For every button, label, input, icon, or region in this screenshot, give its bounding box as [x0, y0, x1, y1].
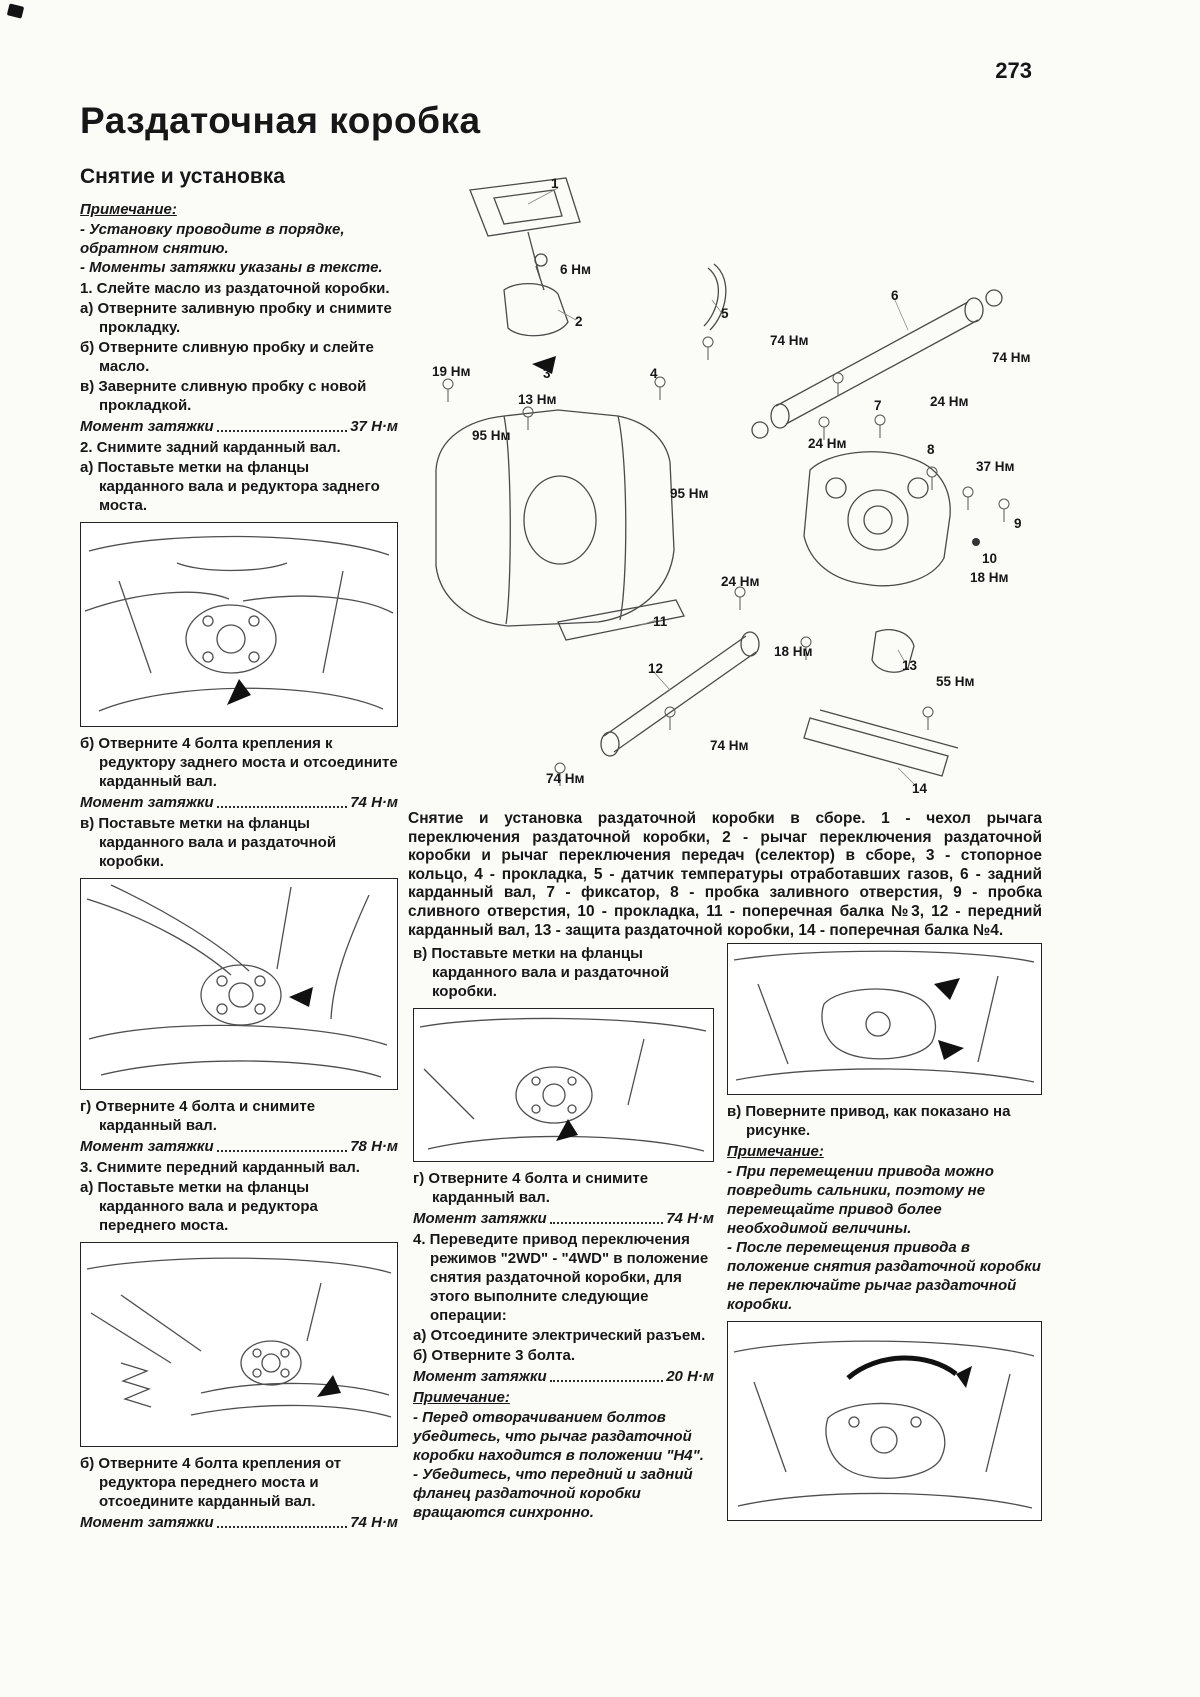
diagram-caption: Снятие и установка раздаточной коробки в сборе. 1 - чехол рычага переключения раздаточной коробки, 2 - рычаг переключения раздаточной коробки и рычаг переключения передач (селектор) в сборе, 3 - стопорное кольцо, 4 - прокладка, 5 - датчик температуры отработавших газов, 6 - задний карданный вал, 7 - фиксатор, 8 - пробка заливного отверстия, 9 - пробка сливного отверстия, 10 - прокладка, 11 - поперечная балка №3, 12 - передний карданный вал, 13 - защита раздаточной коробки, 14 - поперечная балка №4. [408, 810, 1042, 939]
figure-actuator-turn [727, 943, 1042, 1095]
note-item: - Перед отворачиванием болтов убедитесь, что рычаг раздаточной коробки находится в положении "Н4". [413, 1409, 704, 1464]
page-title: Раздаточная коробка [80, 100, 481, 141]
torque-label: Момент затяжки [413, 1368, 547, 1385]
part-number-label: 6 [891, 288, 899, 303]
torque-value: 74 Н·м [350, 1514, 398, 1531]
torque-label: 95 Нм [670, 486, 709, 501]
scan-artifact [7, 3, 24, 18]
step-4c: в) Поверните привод, как показано на рисунке. [727, 1103, 1011, 1139]
note-item: - При перемещении привода можно повредить сальники, поэтому не перемещайте привод более необходимой величины. [727, 1163, 994, 1237]
torque-label: 24 Нм [808, 436, 847, 451]
pointer-arrow-icon [317, 1375, 341, 1397]
note-item: - Убедитесь, что передний и задний фланец раздаточной коробки вращаются синхронно. [413, 1466, 693, 1521]
torque-spec [413, 1367, 714, 1386]
torque-label: 95 Нм [472, 428, 511, 443]
part-number-label: 4 [650, 366, 658, 381]
step-4: 4. Переведите привод переключения режимов "2WD" - "4WD" в положение снятия раздаточной коробки, для этого выполните следующие операции: [413, 1231, 709, 1324]
torque-label: 37 Нм [976, 459, 1015, 474]
figure-transfer-case-flange-marks [80, 878, 398, 1090]
step-3a: а) Поставьте метки на фланцы карданного вала и редуктора переднего моста. [80, 1179, 318, 1234]
torque-value: 74 Н·м [666, 1210, 714, 1227]
step-1: 1. Слейте масло из раздаточной коробки. [80, 280, 390, 297]
page-number: 273 [995, 58, 1032, 83]
exploded-diagram [408, 170, 1042, 806]
figure-actuator-position [727, 1321, 1042, 1521]
torque-spec [80, 417, 398, 436]
note-label: Примечание: [727, 1143, 824, 1160]
torque-label: Момент затяжки [80, 794, 214, 811]
torque-label: 19 Нм [432, 364, 471, 379]
step-3c: в) Поставьте метки на фланцы карданного вала и раздаточной коробки. [413, 945, 670, 1000]
step-3d: г) Отверните 4 болта и снимите карданный вал. [413, 1170, 649, 1206]
torque-label: 24 Нм [721, 574, 760, 589]
figure-rear-axle-flange-marks [80, 522, 398, 727]
torque-label: 18 Нм [774, 644, 813, 659]
torque-label: Момент затяжки [80, 1514, 214, 1531]
torque-spec [80, 793, 398, 812]
torque-label: 55 Нм [936, 674, 975, 689]
torque-label: 18 Нм [970, 570, 1009, 585]
torque-label: 74 Нм [992, 350, 1031, 365]
torque-label: 74 Нм [710, 738, 749, 753]
step-1c: в) Заверните сливную пробку с новой прокладкой. [80, 378, 367, 414]
part-number-label: 1 [551, 176, 559, 191]
torque-value: 74 Н·м [350, 794, 398, 811]
torque-spec [80, 1513, 398, 1532]
step-3b: б) Отверните 4 болта крепления от редуктора переднего моста и отсоедините карданный вал. [80, 1455, 342, 1510]
torque-label: Момент затяжки [80, 418, 214, 435]
step-3: 3. Снимите передний карданный вал. [80, 1159, 360, 1176]
pointer-arrow-icon [934, 978, 960, 1000]
dotted-leader [550, 1380, 664, 1382]
step-2: 2. Снимите задний карданный вал. [80, 439, 341, 456]
step-2a: а) Поставьте метки на фланцы карданного вала и редуктора заднего моста. [80, 459, 380, 514]
torque-label: Момент затяжки [80, 1138, 214, 1155]
curved-arrow-icon [956, 1366, 972, 1388]
dotted-leader [217, 1150, 348, 1152]
torque-label: 74 Нм [546, 771, 585, 786]
part-number-label: 13 [902, 658, 918, 673]
figure-front-axle-flange-marks [80, 1242, 398, 1447]
part-number-label: 9 [1014, 516, 1022, 531]
note-item: - После перемещения привода в положение снятия раздаточной коробки не переключайте рычаг раздаточной коробки. [727, 1239, 1041, 1313]
pointer-arrow-icon [227, 679, 251, 705]
step-2c: в) Поставьте метки на фланцы карданного вала и раздаточной коробки. [80, 815, 337, 870]
figure-front-shaft-flange [413, 1008, 714, 1162]
torque-label: 74 Нм [770, 333, 809, 348]
section-title: Снятие и установка [80, 165, 285, 188]
note-item: - Установку проводите в порядке, обратном снятию. [80, 221, 345, 257]
step-1a: а) Отверните заливную пробку и снимите прокладку. [80, 300, 392, 336]
pointer-arrow-icon [289, 987, 313, 1007]
torque-label: 24 Нм [930, 394, 969, 409]
step-4b: б) Отверните 3 болта. [413, 1347, 576, 1364]
part-number-label: 10 [982, 551, 998, 566]
note-item: - Моменты затяжки указаны в тексте. [80, 259, 383, 276]
step-2d: г) Отверните 4 болта и снимите карданный вал. [80, 1098, 316, 1134]
part-number-label: 2 [575, 314, 583, 329]
torque-value: 78 Н·м [350, 1138, 398, 1155]
note-label: Примечание: [413, 1389, 510, 1406]
dotted-leader [217, 806, 348, 808]
part-number-label: 5 [721, 306, 729, 321]
torque-label: 13 Нм [518, 392, 557, 407]
dotted-leader [217, 430, 348, 432]
part-number-label: 11 [653, 614, 668, 629]
torque-label: 6 Нм [560, 262, 591, 277]
torque-spec [413, 1209, 714, 1228]
dotted-leader [550, 1222, 664, 1224]
part-number-label: 7 [874, 398, 882, 413]
torque-value: 37 Н·м [350, 418, 398, 435]
note-label: Примечание: [80, 201, 177, 218]
exploded-diagram-art [408, 170, 1042, 806]
part-number-label: 12 [648, 661, 664, 676]
middle-column [413, 943, 714, 1522]
torque-value: 20 Н·м [666, 1368, 714, 1385]
left-column [80, 198, 398, 1534]
step-4a: а) Отсоедините электрический разъем. [413, 1327, 706, 1344]
right-column [727, 943, 1042, 1528]
part-number-label: 14 [912, 781, 928, 796]
part-number-label: 8 [927, 442, 935, 457]
step-1b: б) Отверните сливную пробку и слейте масло. [80, 339, 374, 375]
step-2b: б) Отверните 4 болта крепления к редуктору заднего моста и отсоедините карданный вал. [80, 735, 398, 790]
torque-label: Момент затяжки [413, 1210, 547, 1227]
pointer-arrow-icon [938, 1040, 964, 1060]
part-number-label: 3 [543, 366, 551, 381]
dotted-leader [217, 1526, 348, 1528]
torque-spec [80, 1137, 398, 1156]
